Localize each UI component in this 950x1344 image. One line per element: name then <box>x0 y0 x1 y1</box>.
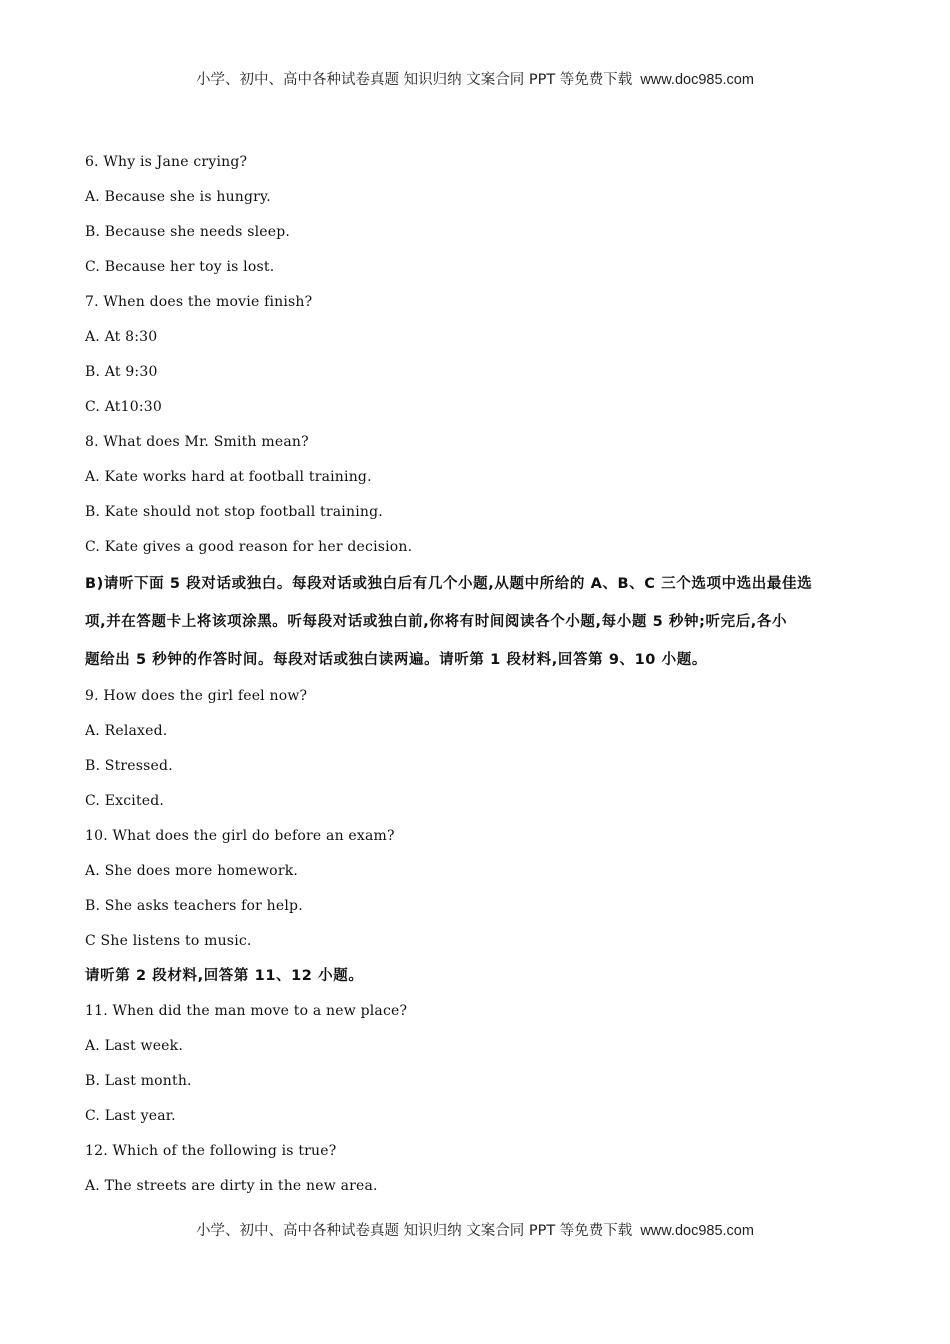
option-line: B. She asks teachers for help. <box>85 898 303 914</box>
question-line: 9. How does the girl feel now? <box>85 688 308 704</box>
option-line: A. The streets are dirty in the new area. <box>85 1178 378 1194</box>
option-line: A. Because she is hungry. <box>85 189 271 205</box>
option-line: B. Kate should not stop football training. <box>85 504 383 520</box>
header-text: 小学、初中、高中各种试卷真题 知识归纳 文案合同 PPT 等免费下载 <box>196 72 633 88</box>
page-footer <box>0 1219 950 1240</box>
option-line: B. Last month. <box>85 1073 192 1089</box>
question-line: 12. Which of the following is true? <box>85 1143 337 1159</box>
option-line: A. At 8:30 <box>85 329 158 345</box>
option-line: A. Relaxed. <box>85 723 168 739</box>
option-line: C She listens to music. <box>85 933 252 949</box>
question-line: 8. What does Mr. Smith mean? <box>85 434 309 450</box>
option-line: C. Excited. <box>85 793 165 809</box>
instruction-line: B)请听下面 5 段对话或独白。每段对话或独白后有几个小题,从题中所给的 A、B、C 三个选项中选出最佳选 <box>85 576 813 592</box>
option-line: C. At10:30 <box>85 399 162 415</box>
option-line: A. Last week. <box>85 1038 184 1054</box>
option-line: C. Kate gives a good reason for her decision. <box>85 539 413 555</box>
option-line: C. Last year. <box>85 1108 176 1124</box>
header-site-link[interactable]: www.doc985.com <box>640 72 754 88</box>
question-line: 7. When does the movie finish? <box>85 294 313 310</box>
option-line: B. Stressed. <box>85 758 173 774</box>
section-b-instruction <box>85 565 870 679</box>
page-header <box>0 68 950 89</box>
exam-content <box>85 145 870 1204</box>
question-line: 6. Why is Jane crying? <box>85 154 248 170</box>
question-line: 11. When did the man move to a new place? <box>85 1003 408 1019</box>
section-2-instruction: 请听第 2 段材料,回答第 11、12 小题。 <box>85 968 364 984</box>
option-line: A. She does more homework. <box>85 863 299 879</box>
option-line: A. Kate works hard at football training. <box>85 469 372 485</box>
footer-site-link[interactable]: www.doc985.com <box>640 1223 754 1239</box>
instruction-line: 项,并在答题卡上将该项涂黑。听每段对话或独白前,你将有时间阅读各个小题,每小题 5 秒钟;听完后,各小 <box>85 614 788 630</box>
footer-text: 小学、初中、高中各种试卷真题 知识归纳 文案合同 PPT 等免费下载 <box>196 1223 633 1239</box>
option-line: B. At 9:30 <box>85 364 158 380</box>
option-line: C. Because her toy is lost. <box>85 259 275 275</box>
option-line: B. Because she needs sleep. <box>85 224 291 240</box>
instruction-line: 题给出 5 秒钟的作答时间。每段对话或独白读两遍。请听第 1 段材料,回答第 9、10 小题。 <box>85 652 707 668</box>
question-line: 10. What does the girl do before an exam? <box>85 828 395 844</box>
